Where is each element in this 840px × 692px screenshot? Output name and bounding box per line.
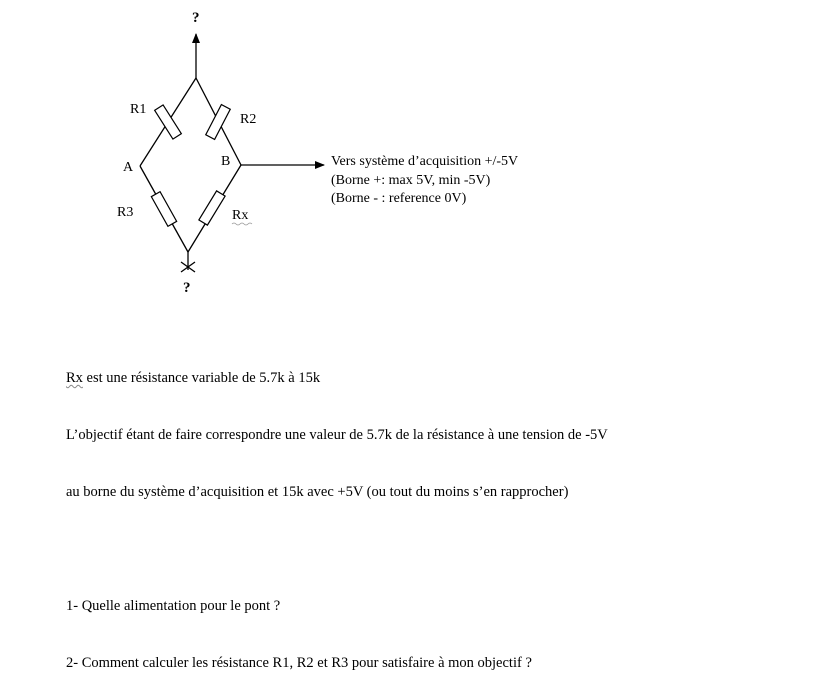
top-terminal-label: ? xyxy=(192,10,200,26)
output-note-line3: (Borne - : reference 0V) xyxy=(331,191,467,206)
description-line-1-rest: est une résistance variable de 5.7k à 15k xyxy=(82,370,321,386)
description-line-2: L’objectif étant de faire correspondre une valeur de 5.7k de la résistance à une tension de -5V xyxy=(66,427,608,443)
blank-line xyxy=(66,540,608,559)
description-line-3: au borne du système d’acquisition et 15k avec +5V (ou tout du moins s’en rapprocher) xyxy=(66,484,569,500)
resistor-rx xyxy=(199,191,225,225)
rx-label: Rx xyxy=(232,208,249,223)
rx-word: Rx xyxy=(66,370,83,386)
problem-description xyxy=(66,331,608,692)
node-a-label: A xyxy=(123,160,134,175)
node-b-label: B xyxy=(221,154,231,169)
description-line-1 xyxy=(66,369,608,388)
resistor-r1 xyxy=(155,105,182,139)
bottom-terminal-label: ? xyxy=(183,280,191,296)
question-1: 1- Quelle alimentation pour le pont ? xyxy=(66,598,281,614)
rx-spellcheck-underline xyxy=(232,223,252,225)
r3-label: R3 xyxy=(117,205,134,220)
r2-label: R2 xyxy=(240,112,257,127)
resistor-r2 xyxy=(206,105,231,140)
question-2: 2- Comment calculer les résistance R1, R2 et R3 pour satisfaire à mon objectif ? xyxy=(66,655,532,671)
r1-label: R1 xyxy=(130,102,147,117)
output-note-line2: (Borne +: max 5V, min -5V) xyxy=(331,173,491,188)
resistor-r3 xyxy=(151,192,176,227)
output-note-line1: Vers système d’acquisition +/-5V xyxy=(331,154,519,169)
bridge-circuit-diagram xyxy=(0,0,840,320)
